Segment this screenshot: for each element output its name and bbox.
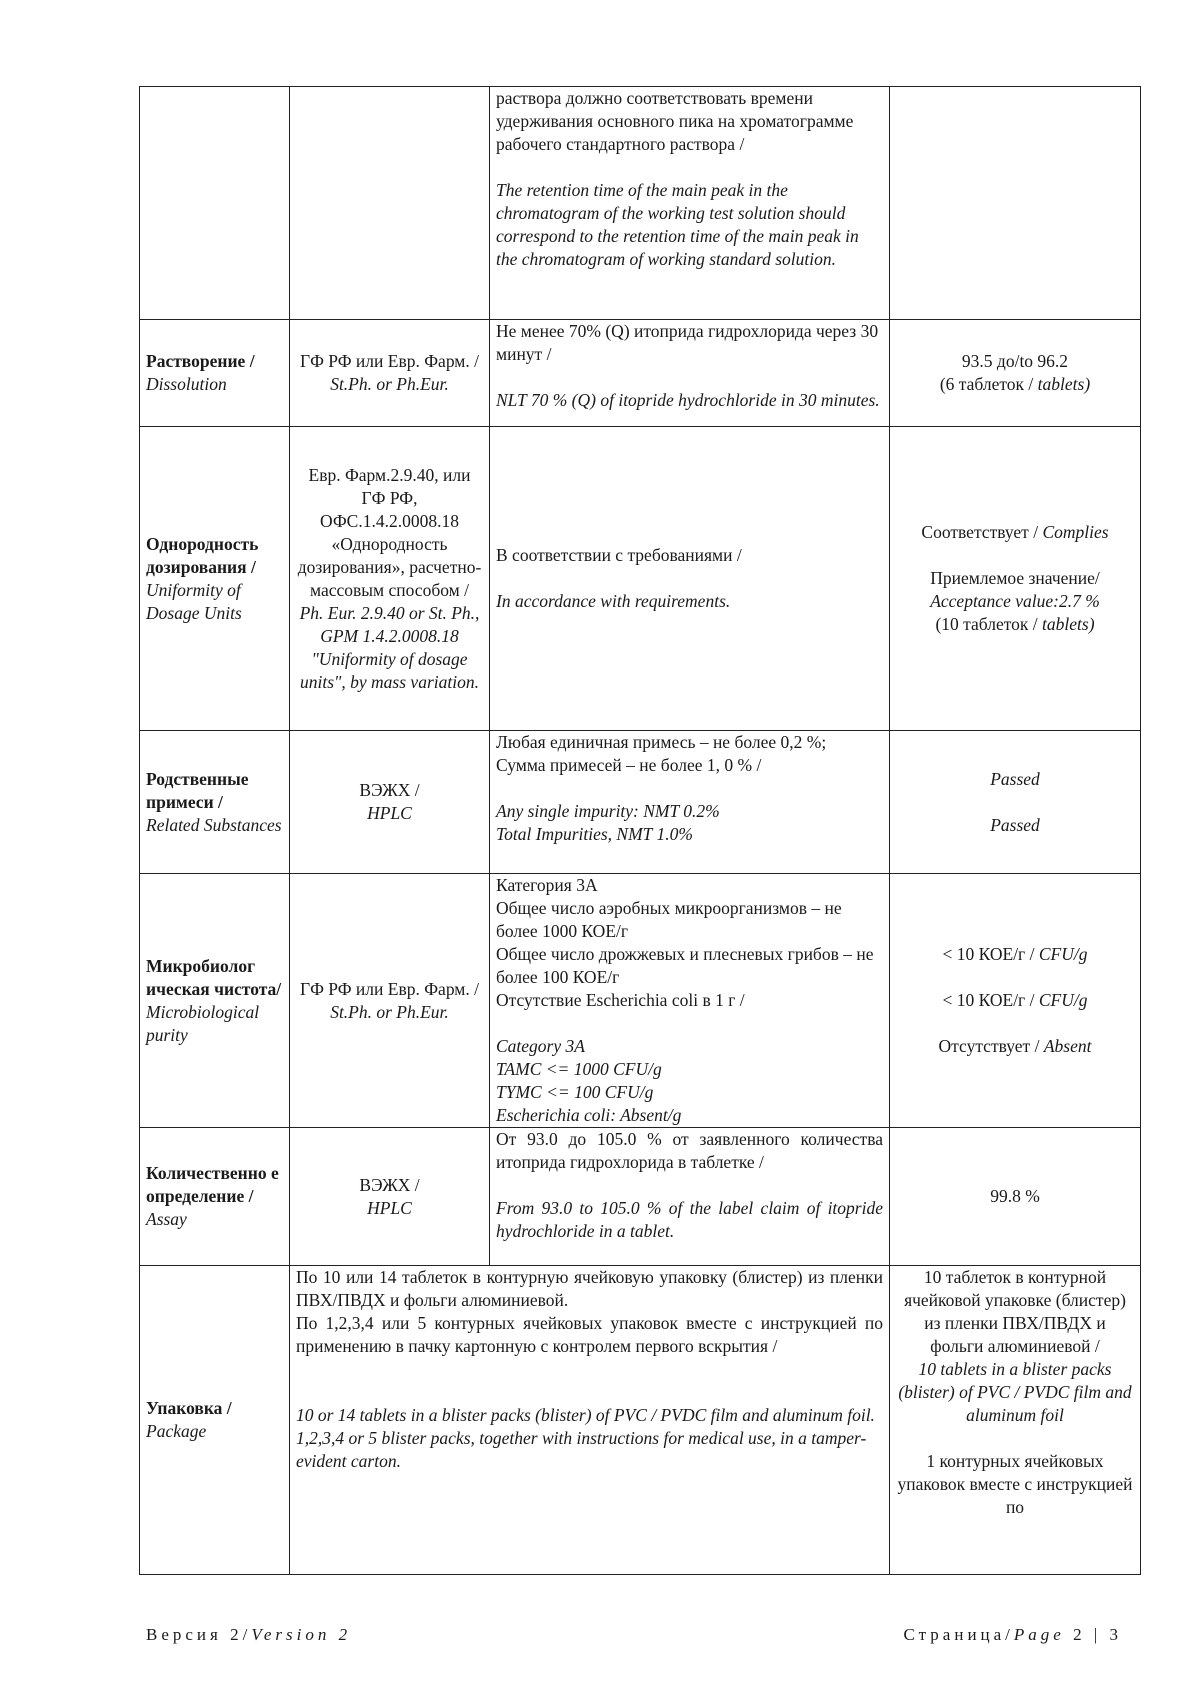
- test-name-en: Dissolution: [146, 374, 227, 394]
- result-en-1: 10 tablets in a blister packs (blister) of PVC / PVDC film and aluminum foil: [898, 1359, 1132, 1425]
- cell-method: [290, 87, 490, 320]
- test-name-en: Microbiological purity: [146, 1001, 260, 1045]
- count-en: tablets): [1042, 614, 1095, 634]
- result-1-ru: < 10 КОЕ/г /: [942, 944, 1035, 964]
- table-row: [140, 87, 1141, 320]
- requirement-ru-1: Категория 3А: [496, 875, 598, 895]
- requirement-ru-2: По 1,2,3,4 или 5 контурных ячейковых упаковок вместе с инструкцией по применению в пачку картонную с контролем первого вскрытия /: [296, 1313, 883, 1356]
- version-ru: Версия 2/: [146, 1625, 252, 1644]
- method-en: HPLC: [367, 1197, 412, 1218]
- table-row: [140, 1128, 1141, 1266]
- requirement-en-2: Total Impurities, NMT 1.0%: [496, 824, 693, 844]
- cell-method: [290, 731, 490, 874]
- test-name-en: Package: [146, 1421, 207, 1441]
- requirement-en-3: TYMC <= 100 CFU/g: [496, 1082, 654, 1102]
- result-1-en: CFU/g: [1038, 944, 1088, 964]
- method-ru: Евр. Фарм.2.9.40, или ГФ РФ, ОФС.1.4.2.0008.18 «Однородность дозирования», расчетно-массовым способом /: [297, 464, 482, 600]
- specification-table: [139, 86, 1141, 1575]
- requirement-ru-3: Общее число дрожжевых и плесневых грибов – не более 100 КОЕ/г: [496, 944, 874, 987]
- acceptance-ru: Приемлемое значение/: [930, 568, 1100, 588]
- requirement-en-2: TAMC <= 1000 CFU/g: [496, 1059, 662, 1079]
- requirement-en: In accordance with requirements.: [496, 591, 731, 611]
- cell-test-name: [140, 1128, 290, 1266]
- page-ru: Страница/: [903, 1625, 1014, 1644]
- cell-result: [890, 320, 1141, 427]
- method-ru: ВЭЖХ /: [359, 1174, 420, 1195]
- cell-requirement: [490, 731, 890, 874]
- requirement-ru-1: По 10 или 14 таблеток в контурную ячейковую упаковку (блистер) из пленки ПВХ/ПВДХ и фольги алюминиевой.: [296, 1267, 883, 1310]
- requirement-en-1: Any single impurity: NMT 0.2%: [496, 801, 720, 821]
- cell-test-name: [140, 1266, 290, 1575]
- cell-result: [890, 427, 1141, 731]
- test-name-ru: Упаковка /: [146, 1398, 232, 1418]
- result-ru-1: 10 таблеток в контурной ячейковой упаковке (блистер) из пленки ПВХ/ПВДХ и фольги алюминиевой /: [904, 1267, 1126, 1356]
- requirement-en: From 93.0 to 105.0 % of the label claim of itopride hydrochloride in a tablet.: [496, 1198, 883, 1241]
- footer-page-number: [904, 1625, 1122, 1645]
- result-count-ru: (6 таблеток /: [939, 374, 1034, 394]
- requirement-ru: В соответствии с требованиями /: [496, 545, 742, 565]
- cell-method: [290, 427, 490, 731]
- version-en: Version 2: [251, 1625, 352, 1644]
- cell-requirement: [490, 874, 890, 1128]
- requirement-ru: От 93.0 до 105.0 % от заявленного количества итоприда гидрохлорида в таблетке /: [496, 1129, 883, 1172]
- cell-result: [890, 87, 1141, 320]
- test-name-en: Uniformity of Dosage Units: [146, 579, 242, 623]
- cell-test-name: [140, 87, 290, 320]
- requirement-ru-2: Общее число аэробных микроорганизмов – не более 1000 КОЕ/г: [496, 898, 842, 941]
- result-value: 99.8 %: [990, 1186, 1040, 1206]
- result-ru: Соответствует /: [921, 522, 1039, 542]
- cell-requirement: [490, 320, 890, 427]
- method-en: St.Ph. or Ph.Eur.: [330, 1001, 449, 1022]
- test-name-ru: Однородность дозирования /: [146, 533, 259, 577]
- result-count: [896, 373, 1134, 396]
- method-ru: ВЭЖХ /: [359, 780, 420, 800]
- method-ru: ГФ РФ или Евр. Фарм. /: [299, 978, 479, 999]
- requirement-en-1: Category 3A: [496, 1036, 585, 1056]
- result-value: 93.5 до/to 96.2: [961, 351, 1069, 371]
- requirement-ru: раствора должно соответствовать времени удерживания основного пика на хроматограмме рабочего стандартного раствора /: [496, 88, 854, 154]
- requirement-ru-1: Любая единичная примесь – не более 0,2 %;: [496, 732, 827, 752]
- table-row: [140, 320, 1141, 427]
- cell-test-name: [140, 731, 290, 874]
- acceptance-en: Acceptance value:2.7 %: [930, 591, 1100, 611]
- method-en: HPLC: [367, 803, 412, 823]
- cell-result: [890, 874, 1141, 1128]
- test-name-en: Related Substances: [146, 814, 282, 835]
- requirement-en-4: Escherichia coli: Absent/g: [496, 1105, 682, 1125]
- cell-requirement: [490, 1128, 890, 1266]
- page-num: 2 | 3: [1073, 1625, 1122, 1644]
- method-ru: ГФ РФ или Евр. Фарм. /: [299, 351, 479, 371]
- cell-test-name: [140, 320, 290, 427]
- test-name-ru: Растворение /: [146, 351, 255, 371]
- test-name-ru: Родственные примеси /: [146, 768, 249, 812]
- table-row: [140, 874, 1141, 1128]
- test-name-ru: Микробиолог ическая чистота/: [146, 955, 282, 999]
- requirement-en: 10 or 14 tablets in a blister packs (blister) of PVC / PVDC film and aluminum foil. 1,2,3,4 or 5 blister packs, together with instructions for medical use, in a tamper-evident carton.: [296, 1405, 875, 1471]
- method-en: Ph. Eur. 2.9.40 or St. Ph., GPM 1.4.2.0008.18 "Uniformity of dosage units", by mass variation.: [299, 602, 480, 692]
- result-3-ru: Отсутствует /: [938, 1036, 1040, 1056]
- requirement-ru: Не менее 70% (Q) итоприда гидрохлорида через 30 минут /: [496, 321, 879, 364]
- result-en: Complies: [1042, 522, 1109, 542]
- cell-requirement: [490, 87, 890, 320]
- result-2-ru: < 10 КОЕ/г /: [942, 990, 1035, 1010]
- table-row: [140, 427, 1141, 731]
- method-en: St.Ph. or Ph.Eur.: [330, 374, 449, 394]
- requirement-en: NLT 70 % (Q) of itopride hydrochloride in 30 minutes.: [496, 390, 880, 410]
- table-row: [140, 731, 1141, 874]
- cell-result: [890, 1266, 1141, 1575]
- cell-test-name: [140, 874, 290, 1128]
- cell-method: [290, 1128, 490, 1266]
- result-2-en: CFU/g: [1038, 990, 1088, 1010]
- requirement-ru-2: Сумма примесей – не более 1, 0 % /: [496, 755, 762, 775]
- cell-method: [290, 320, 490, 427]
- result-3-en: Absent: [1043, 1036, 1092, 1056]
- cell-result: [890, 1128, 1141, 1266]
- test-name-ru: Количественно е определение /: [146, 1163, 279, 1206]
- cell-test-name: [140, 427, 290, 731]
- result-value-2: Passed: [990, 814, 1040, 835]
- requirement-ru-4: Отсутствие Escherichia coli в 1 г /: [496, 990, 745, 1010]
- result-value-1: Passed: [990, 768, 1040, 789]
- cell-requirement: [290, 1266, 890, 1575]
- test-name-en: Assay: [146, 1209, 187, 1229]
- result-ru-2: 1 контурных ячейковых упаковок вместе с инструкцией по: [897, 1451, 1133, 1517]
- cell-result: [890, 731, 1141, 874]
- cell-method: [290, 874, 490, 1128]
- footer-version: [146, 1625, 351, 1645]
- count-ru: (10 таблеток /: [935, 614, 1038, 634]
- result-count-en: tablets): [1037, 374, 1091, 394]
- cell-requirement: [490, 427, 890, 731]
- table-row: [140, 1266, 1141, 1575]
- page-en: Page: [1013, 1625, 1065, 1644]
- requirement-en: The retention time of the main peak in the chromatogram of the working test solution should correspond to the retention time of the main peak in the chromatogram of working standard solution.: [496, 180, 859, 269]
